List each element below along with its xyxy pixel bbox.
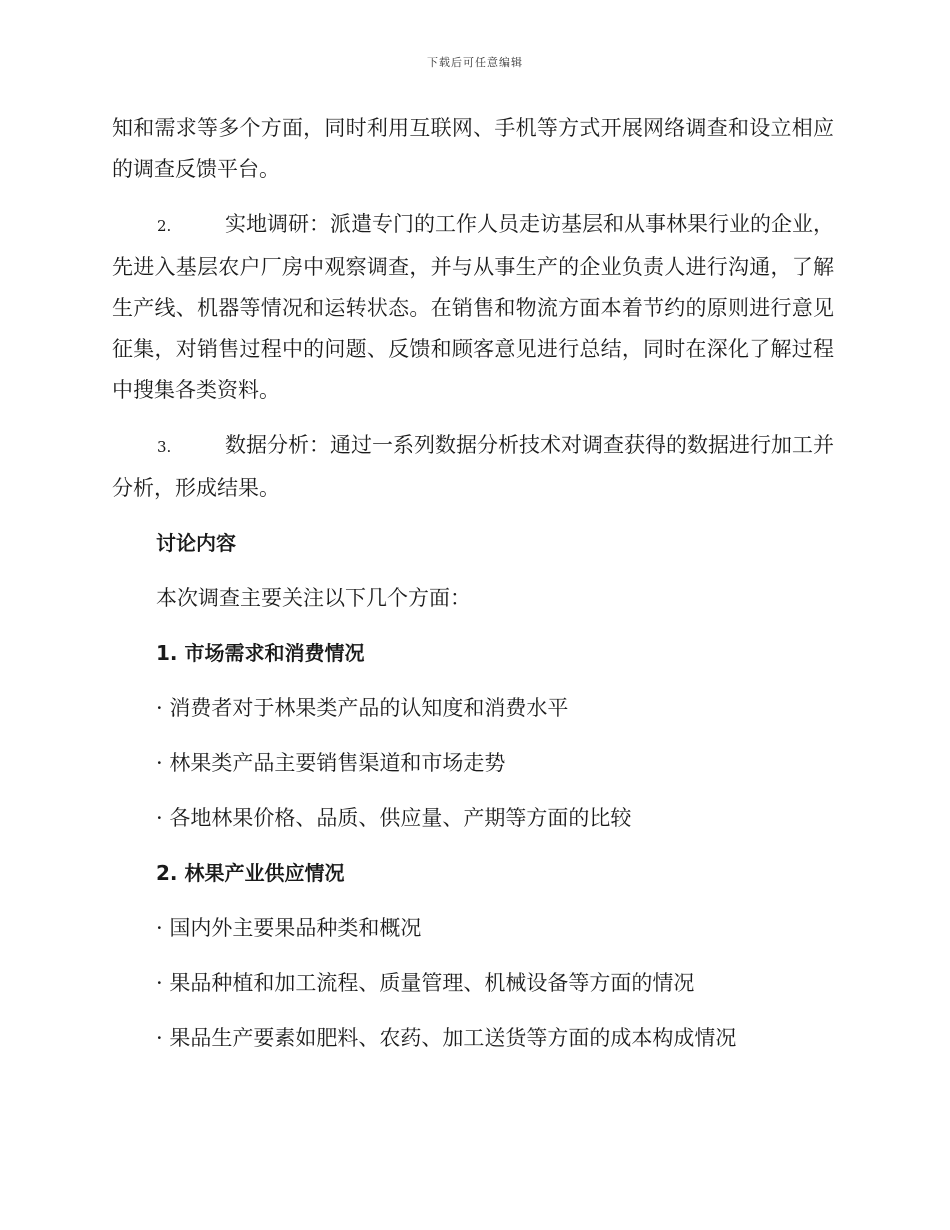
list-item: · 果品种植和加工流程、质量管理、机械设备等方面的情况 bbox=[156, 971, 695, 995]
method-item-number: 2. bbox=[157, 217, 172, 235]
list-item: · 林果类产品主要销售渠道和市场走势 bbox=[156, 751, 506, 775]
method-item-text: 实地调研：派遣专门的工作人员走访基层和从事林果行业的企业，先进入基层农户厂房中观察调查，并与从事生产的企业负责人进行沟通，了解生产线、机器等情况和运转状态。在销售和物流方面本着节约的原则进行意见征集，对销售过程中的问题、反馈和顾客意见进行总结，同时在深化了解过程中搜集各类资料。 bbox=[112, 212, 834, 402]
discussion-title: 讨论内容 bbox=[156, 531, 236, 555]
intro-continuation: 知和需求等多个方面，同时利用互联网、手机等方式开展网络调查和设立相应的调查反馈平台。 bbox=[112, 116, 834, 181]
document-body bbox=[112, 108, 834, 1059]
method-item-number: 3. bbox=[157, 438, 172, 456]
discussion-intro: 本次调查主要关注以下几个方面： bbox=[156, 586, 471, 610]
list-item: · 国内外主要果品种类和概况 bbox=[156, 916, 422, 940]
section-title-supply: 2. 林果产业供应情况 bbox=[156, 861, 345, 885]
list-item: · 各地林果价格、品质、供应量、产期等方面的比较 bbox=[156, 806, 632, 830]
page-header: 下载后可任意编辑 bbox=[427, 56, 523, 69]
method-item-2 bbox=[112, 204, 834, 411]
list-item: · 果品生产要素如肥料、农药、加工送货等方面的成本构成情况 bbox=[156, 1026, 737, 1050]
section-title-market-demand: 1. 市场需求和消费情况 bbox=[156, 641, 365, 665]
method-item-3 bbox=[112, 425, 834, 509]
list-item: · 消费者对于林果类产品的认知度和消费水平 bbox=[156, 696, 569, 720]
method-item-text: 数据分析：通过一系列数据分析技术对调查获得的数据进行加工并分析，形成结果。 bbox=[112, 433, 834, 500]
